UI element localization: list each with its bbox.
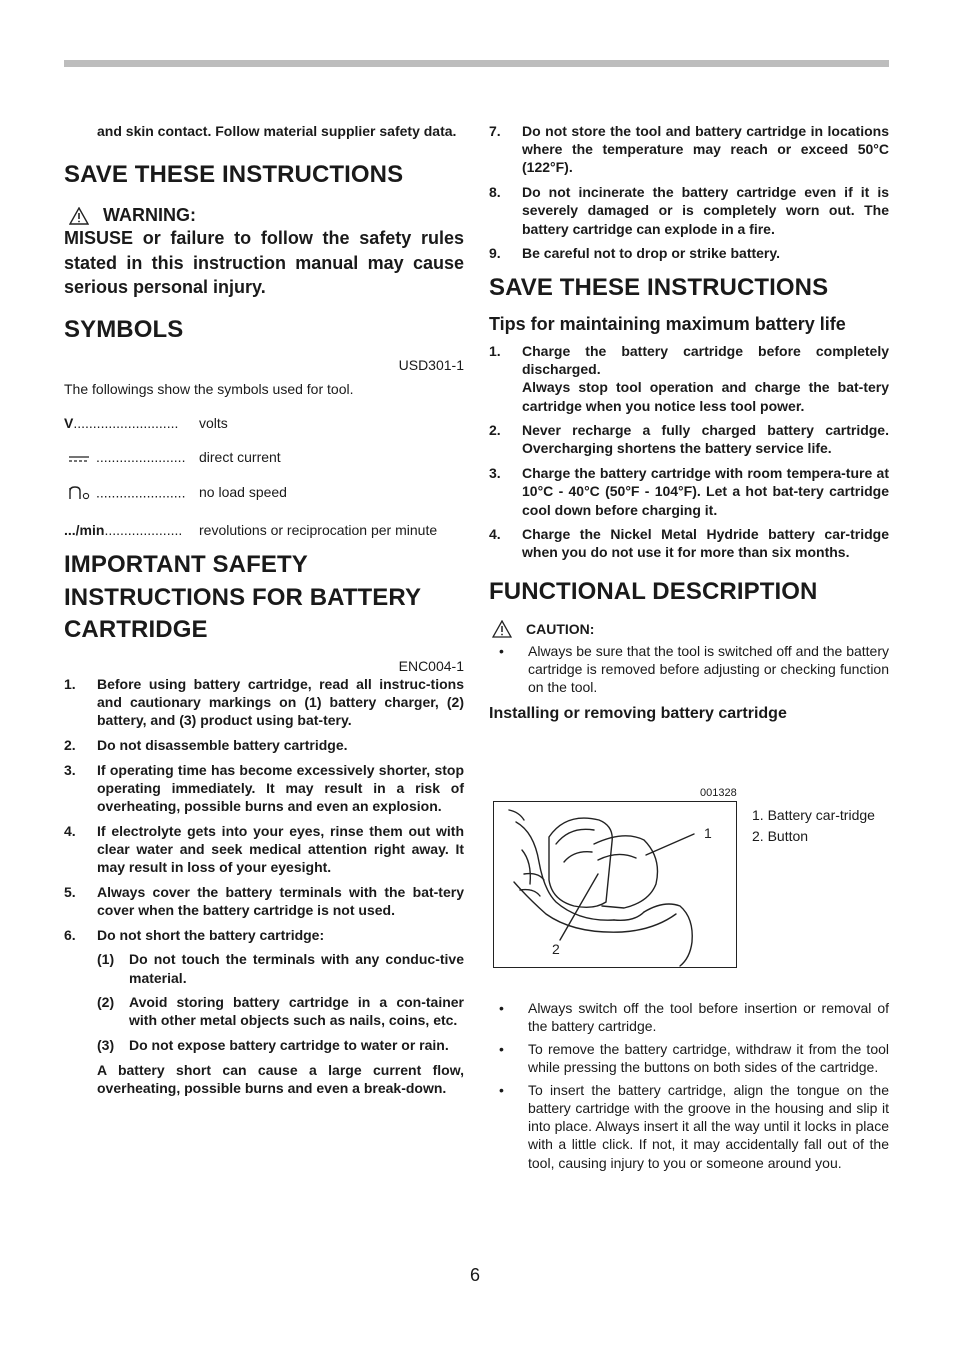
symbol-row-per-minute bbox=[64, 521, 464, 539]
left-column bbox=[64, 122, 464, 1097]
callout-2: 2 bbox=[552, 941, 560, 957]
list-item: 5. Always cover the battery terminals with the bat-tery cover when the battery cartridge is not used. bbox=[64, 883, 464, 918]
caution-list bbox=[489, 642, 889, 697]
battery-illustration bbox=[493, 801, 737, 968]
list-item: 1. Charge the battery cartridge before completely discharged. Always stop tool operation and charge the bat-tery cartridge when you notice less tool power. bbox=[489, 342, 889, 414]
safety-list bbox=[64, 675, 464, 944]
warning-row bbox=[64, 205, 464, 226]
symbols-heading: SYMBOLS bbox=[64, 315, 184, 343]
install-bullets bbox=[489, 999, 889, 1176]
tips-heading: Tips for maintaining maximum battery life bbox=[489, 314, 846, 335]
list-item: • Always be sure that the tool is switched off and the battery cartridge is removed before adjusting or checking function on the tool. bbox=[499, 642, 889, 696]
list-item: 2. Never recharge a fully charged battery cartridge. Overcharging shortens the battery service life. bbox=[489, 422, 889, 457]
functional-description-heading: FUNCTIONAL DESCRIPTION bbox=[489, 577, 818, 605]
install-heading: Installing or removing battery cartridge bbox=[489, 705, 787, 723]
tool-battery-drawing bbox=[494, 802, 736, 967]
header-rule bbox=[64, 60, 889, 67]
list-item: 9. Be careful not to drop or strike battery. bbox=[489, 245, 781, 262]
tips-list bbox=[489, 342, 889, 562]
caution-label: CAUTION: bbox=[526, 620, 595, 637]
list-item: 4. Charge the Nickel Metal Hydride battery car-tridge when you do not use it for more than six months. bbox=[489, 526, 889, 561]
short-circuit-sublist bbox=[64, 950, 464, 1054]
right-column bbox=[489, 122, 889, 724]
intro-text: and skin contact. Follow material supplier safety data. bbox=[97, 123, 457, 139]
direct-current-icon bbox=[68, 449, 90, 467]
list-item: (2) Avoid storing battery cartridge in a con-tainer with other metal objects such as nails, coins, etc. bbox=[97, 994, 464, 1029]
important-code: ENC004-1 bbox=[398, 657, 464, 674]
caution-row bbox=[489, 620, 889, 638]
warning-label: WARNING: bbox=[103, 205, 196, 226]
list-item: • To insert the battery cartridge, align the tongue on the battery cartridge with the groove in the housing and slip it into place. Always insert it all the way until it locks in place with a little click. If not, it may accidentally fall out of the tool, causing injury to you or someone around you. bbox=[499, 1081, 889, 1171]
page-number: 6 bbox=[470, 1265, 481, 1285]
important-safety-heading: IMPORTANT SAFETY INSTRUCTIONS FOR BATTERY CARTRIDGE bbox=[64, 551, 421, 644]
figure-code: 001328 bbox=[700, 787, 737, 799]
list-item: 8. Do not incinerate the battery cartridge even if it is severely damaged or is completely worn out. The battery cartridge can explode in a fire. bbox=[489, 184, 889, 237]
list-item: 6. Do not short the battery cartridge: bbox=[64, 926, 325, 943]
symbols-intro: The followings show the symbols used for tool. bbox=[64, 380, 354, 397]
symbol-dots: .................... bbox=[104, 522, 183, 539]
warning-triangle-icon bbox=[69, 207, 89, 225]
callout-1: 1 bbox=[704, 825, 712, 841]
symbol-key: V bbox=[64, 414, 74, 431]
legend-item: 2. Button bbox=[752, 828, 809, 845]
safety-list-continued bbox=[489, 122, 889, 262]
short-circuit-note: A battery short can cause a large current flow, overheating, possible burns and even a break-down. bbox=[97, 1061, 464, 1097]
list-item: (3) Do not expose battery cartridge to water or rain. bbox=[97, 1037, 449, 1054]
no-load-speed-icon bbox=[68, 483, 96, 505]
figure-legend bbox=[752, 806, 882, 845]
list-item: • To remove the battery cartridge, withdraw it from the tool while pressing the buttons on both sides of the cartridge. bbox=[499, 1040, 889, 1076]
list-item: 1. Before using battery cartridge, read all instruc-tions and cautionary markings on (1) battery charger, (2) battery, and (3) product using bat-tery. bbox=[64, 675, 464, 729]
symbols-code: USD301-1 bbox=[398, 356, 464, 373]
symbol-row-no-load-speed bbox=[64, 483, 464, 505]
symbol-key: .../min bbox=[64, 522, 105, 539]
warning-text: MISUSE or failure to follow the safety rules stated in this instruction manual may cause serious personal injury. bbox=[64, 228, 464, 298]
symbol-value: no load speed bbox=[199, 484, 287, 501]
symbol-dots: ....................... bbox=[96, 484, 186, 501]
list-item: 2. Do not disassemble battery cartridge. bbox=[64, 736, 348, 753]
symbol-value: volts bbox=[199, 414, 228, 431]
symbol-row-volts bbox=[64, 414, 464, 432]
list-item: 4. If electrolyte gets into your eyes, rinse them out with clear water and seek medical attention right away. It may result in loss of your eyesight. bbox=[64, 822, 464, 876]
list-item: 7. Do not store the tool and battery cartridge in locations where the temperature may reach or exceed 50°C (122°F). bbox=[489, 123, 889, 176]
list-item: (1) Do not touch the terminals with any conduc-tive material. bbox=[97, 951, 464, 986]
symbol-dots: ........................... bbox=[73, 414, 179, 431]
list-item: 3. If operating time has become excessively shorter, stop operating immediately. It may result in a risk of overheating, possible burns and even an explosion. bbox=[64, 761, 464, 814]
list-item: 3. Charge the battery cartridge with room tempera-ture at 10°C - 40°C (50°F - 104°F). Let a hot bat-tery cartridge cool down before charging it. bbox=[489, 465, 889, 518]
symbol-value: revolutions or reciprocation per minute bbox=[199, 522, 438, 539]
symbol-value: direct current bbox=[199, 448, 281, 465]
symbol-dots: ....................... bbox=[96, 448, 186, 465]
legend-item: 1. Battery car-tridge bbox=[752, 807, 875, 823]
list-item: • Always switch off the tool before insertion or removal of the battery cartridge. bbox=[499, 1000, 889, 1035]
save-instructions-heading: SAVE THESE INSTRUCTIONS bbox=[64, 161, 404, 189]
save-instructions-heading-2: SAVE THESE INSTRUCTIONS bbox=[489, 274, 829, 302]
symbol-row-direct-current bbox=[64, 448, 464, 467]
caution-triangle-icon bbox=[492, 620, 512, 638]
